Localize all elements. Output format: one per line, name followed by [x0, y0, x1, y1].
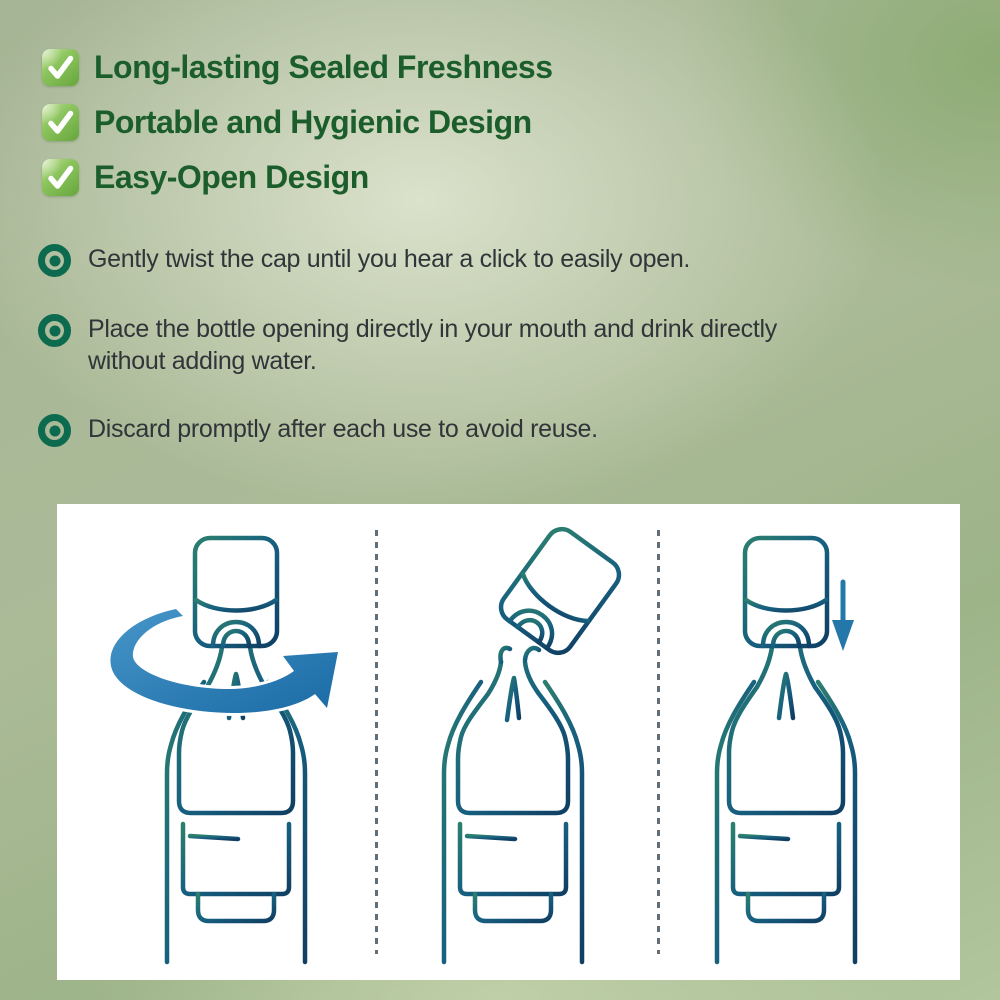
target-bullet-icon — [38, 414, 71, 447]
checkbox-check-icon — [42, 159, 79, 196]
feature-item — [42, 158, 553, 196]
instruction-text: Gently twist the cap until you hear a click to easily open. — [88, 245, 691, 273]
feature-label: Portable and Hygienic Design — [94, 103, 532, 140]
checkbox-check-icon — [42, 104, 79, 141]
instruction-diagram-panel — [57, 504, 960, 980]
bottle-cap-down-arrow-illustration — [636, 506, 936, 976]
dashed-divider — [657, 530, 660, 954]
instruction-text: Discard promptly after each use to avoid reuse. — [88, 415, 598, 443]
dashed-divider — [375, 530, 378, 954]
instruction-item — [38, 413, 798, 447]
instruction-item — [38, 243, 798, 277]
target-bullet-icon — [38, 314, 71, 347]
target-bullet-icon — [38, 244, 71, 277]
instruction-text: Place the bottle opening directly in your mouth and drink directly without adding water. — [88, 315, 777, 375]
feature-list — [42, 48, 553, 196]
checkbox-check-icon — [42, 49, 79, 86]
instruction-list — [38, 243, 798, 483]
bottle-twist-cap-illustration — [86, 506, 386, 976]
bottle-cap-removed-illustration — [363, 506, 663, 976]
feature-item — [42, 48, 553, 86]
feature-label: Easy-Open Design — [94, 158, 369, 195]
feature-label: Long-lasting Sealed Freshness — [94, 48, 553, 85]
instruction-item — [38, 313, 798, 377]
feature-item — [42, 103, 553, 141]
